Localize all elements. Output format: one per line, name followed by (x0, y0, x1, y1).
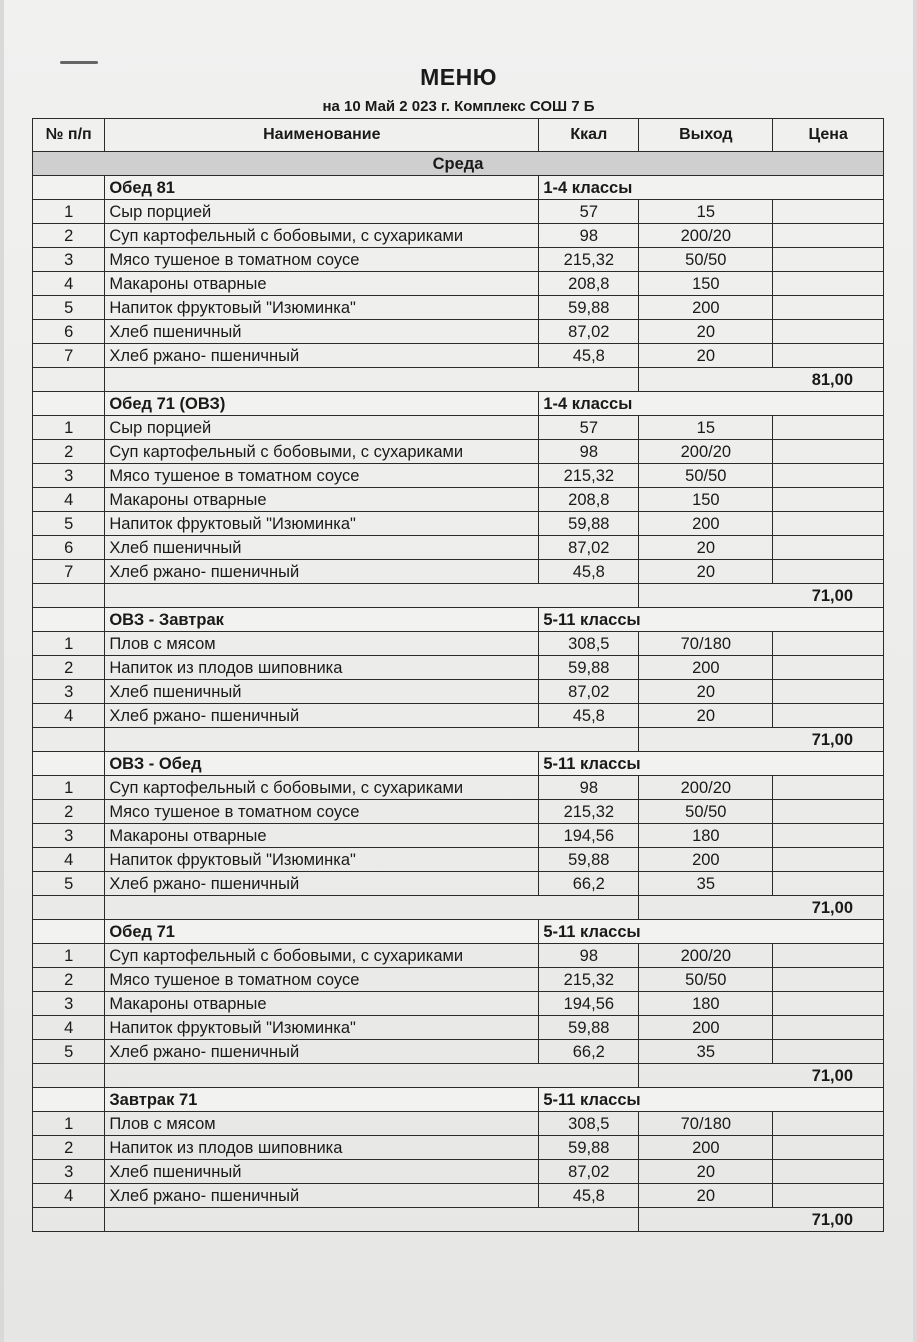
section-name: Обед 81 (105, 176, 539, 200)
item-name: Суп картофельный с бобовыми, с сухариками (105, 224, 539, 248)
item-price (773, 992, 884, 1016)
item-kcal: 194,56 (539, 824, 639, 848)
item-price (773, 488, 884, 512)
item-price (773, 848, 884, 872)
item-name: Мясо тушеное в томатном соусе (105, 968, 539, 992)
item-number: 1 (33, 632, 105, 656)
item-number: 4 (33, 704, 105, 728)
section-price-cell (773, 176, 884, 200)
table-row (33, 488, 884, 512)
item-price (773, 464, 884, 488)
item-name: Плов с мясом (105, 632, 539, 656)
item-price (773, 872, 884, 896)
section-total-row (33, 896, 884, 920)
item-yield: 20 (639, 560, 773, 584)
item-name: Суп картофельный с бобовыми, с сухариками (105, 944, 539, 968)
item-price (773, 512, 884, 536)
item-name: Напиток фруктовый "Изюминка" (105, 848, 539, 872)
item-yield: 20 (639, 1184, 773, 1208)
item-number: 3 (33, 248, 105, 272)
table-row (33, 704, 884, 728)
section-price-cell (773, 1088, 884, 1112)
item-yield: 200/20 (639, 224, 773, 248)
item-name: Напиток фруктовый "Изюминка" (105, 512, 539, 536)
item-name: Хлеб ржано- пшеничный (105, 704, 539, 728)
item-price (773, 296, 884, 320)
section-classes: 5-11 классы (539, 1088, 773, 1112)
item-price (773, 704, 884, 728)
item-number: 5 (33, 512, 105, 536)
item-price (773, 320, 884, 344)
item-number: 1 (33, 776, 105, 800)
item-name: Макароны отварные (105, 992, 539, 1016)
section-total-price: 71,00 (639, 1064, 884, 1088)
section-total-row (33, 1064, 884, 1088)
table-row (33, 1136, 884, 1160)
item-yield: 200 (639, 296, 773, 320)
table-row (33, 536, 884, 560)
item-kcal: 98 (539, 224, 639, 248)
table-row (33, 824, 884, 848)
item-name: Хлеб пшеничный (105, 320, 539, 344)
item-kcal: 57 (539, 200, 639, 224)
item-number: 3 (33, 680, 105, 704)
item-kcal: 66,2 (539, 872, 639, 896)
section-classes: 1-4 классы (539, 392, 773, 416)
table-row (33, 296, 884, 320)
item-kcal: 87,02 (539, 320, 639, 344)
item-name: Напиток фруктовый "Изюминка" (105, 296, 539, 320)
item-price (773, 1136, 884, 1160)
section-total-row (33, 728, 884, 752)
item-kcal: 194,56 (539, 992, 639, 1016)
section-price-cell (773, 920, 884, 944)
item-number: 3 (33, 464, 105, 488)
item-yield: 200/20 (639, 776, 773, 800)
item-number: 1 (33, 944, 105, 968)
item-name: Хлеб ржано- пшеничный (105, 872, 539, 896)
item-kcal: 215,32 (539, 968, 639, 992)
item-price (773, 1184, 884, 1208)
day-label: Среда (33, 152, 884, 176)
item-kcal: 59,88 (539, 296, 639, 320)
item-price (773, 1112, 884, 1136)
item-name: Напиток из плодов шиповника (105, 1136, 539, 1160)
section-name: ОВЗ - Завтрак (105, 608, 539, 632)
table-header-row (33, 119, 884, 152)
table-row (33, 560, 884, 584)
item-price (773, 1040, 884, 1064)
item-kcal: 208,8 (539, 488, 639, 512)
item-name: Суп картофельный с бобовыми, с сухариками (105, 776, 539, 800)
item-price (773, 1160, 884, 1184)
item-number: 4 (33, 1016, 105, 1040)
item-name: Хлеб ржано- пшеничный (105, 1184, 539, 1208)
item-number: 2 (33, 440, 105, 464)
table-row (33, 344, 884, 368)
item-kcal: 215,32 (539, 800, 639, 824)
table-row (33, 992, 884, 1016)
table-row (33, 1160, 884, 1184)
item-kcal: 87,02 (539, 680, 639, 704)
item-price (773, 776, 884, 800)
item-kcal: 215,32 (539, 464, 639, 488)
item-number: 3 (33, 992, 105, 1016)
item-price (773, 968, 884, 992)
item-number: 5 (33, 296, 105, 320)
table-row (33, 464, 884, 488)
table-row (33, 656, 884, 680)
column-header-price: Цена (773, 119, 884, 152)
item-yield: 50/50 (639, 464, 773, 488)
total-number-cell (33, 728, 105, 752)
item-name: Хлеб пшеничный (105, 536, 539, 560)
item-name: Хлеб пшеничный (105, 1160, 539, 1184)
item-name: Хлеб ржано- пшеничный (105, 560, 539, 584)
item-price (773, 680, 884, 704)
item-name: Хлеб ржано- пшеничный (105, 1040, 539, 1064)
item-name: Хлеб пшеничный (105, 680, 539, 704)
item-yield: 200/20 (639, 944, 773, 968)
item-price (773, 272, 884, 296)
menu-table-body (33, 152, 884, 1232)
item-yield: 70/180 (639, 1112, 773, 1136)
item-name: Мясо тушеное в томатном соусе (105, 464, 539, 488)
menu-sheet (4, 0, 913, 1342)
section-classes: 5-11 классы (539, 608, 773, 632)
item-name: Сыр порцией (105, 200, 539, 224)
section-total-price: 81,00 (639, 368, 884, 392)
section-name: Завтрак 71 (105, 1088, 539, 1112)
item-kcal: 59,88 (539, 848, 639, 872)
item-number: 3 (33, 824, 105, 848)
item-yield: 180 (639, 992, 773, 1016)
item-name: Макароны отварные (105, 488, 539, 512)
total-number-cell (33, 584, 105, 608)
section-price-cell (773, 392, 884, 416)
item-yield: 20 (639, 1160, 773, 1184)
table-row (33, 320, 884, 344)
section-number-cell (33, 752, 105, 776)
item-kcal: 98 (539, 440, 639, 464)
table-row (33, 1184, 884, 1208)
section-header-row (33, 176, 884, 200)
column-header-number: № п/п (33, 119, 105, 152)
page-title: МЕНЮ (420, 64, 497, 90)
item-price (773, 536, 884, 560)
table-row (33, 1112, 884, 1136)
total-blank-cell (105, 1208, 639, 1232)
section-total-price: 71,00 (639, 1208, 884, 1232)
item-kcal: 59,88 (539, 656, 639, 680)
table-row (33, 1040, 884, 1064)
table-row (33, 200, 884, 224)
section-total-row (33, 584, 884, 608)
item-yield: 200/20 (639, 440, 773, 464)
item-price (773, 944, 884, 968)
table-row (33, 848, 884, 872)
section-header-row (33, 1088, 884, 1112)
item-name: Напиток фруктовый "Изюминка" (105, 1016, 539, 1040)
item-kcal: 66,2 (539, 1040, 639, 1064)
item-price (773, 224, 884, 248)
section-header-row (33, 392, 884, 416)
item-kcal: 87,02 (539, 536, 639, 560)
item-name: Сыр порцией (105, 416, 539, 440)
total-blank-cell (105, 1064, 639, 1088)
item-yield: 200 (639, 1136, 773, 1160)
item-number: 7 (33, 560, 105, 584)
table-row (33, 632, 884, 656)
table-row (33, 440, 884, 464)
total-number-cell (33, 1064, 105, 1088)
item-number: 5 (33, 872, 105, 896)
item-number: 2 (33, 224, 105, 248)
item-number: 2 (33, 800, 105, 824)
item-price (773, 560, 884, 584)
section-total-row (33, 1208, 884, 1232)
item-name: Макароны отварные (105, 824, 539, 848)
item-yield: 200 (639, 512, 773, 536)
table-row (33, 1016, 884, 1040)
item-price (773, 1016, 884, 1040)
item-price (773, 416, 884, 440)
table-row (33, 776, 884, 800)
item-price (773, 632, 884, 656)
item-number: 2 (33, 656, 105, 680)
item-name: Напиток из плодов шиповника (105, 656, 539, 680)
page-subtitle: на 10 Май 2 023 г. Комплекс СОШ 7 Б (322, 98, 595, 115)
item-yield: 150 (639, 272, 773, 296)
item-yield: 35 (639, 872, 773, 896)
table-row (33, 944, 884, 968)
item-yield: 70/180 (639, 632, 773, 656)
item-price (773, 248, 884, 272)
item-price (773, 824, 884, 848)
section-name: ОВЗ - Обед (105, 752, 539, 776)
item-yield: 50/50 (639, 968, 773, 992)
item-yield: 150 (639, 488, 773, 512)
table-row (33, 224, 884, 248)
item-yield: 35 (639, 1040, 773, 1064)
section-header-row (33, 752, 884, 776)
item-kcal: 59,88 (539, 1016, 639, 1040)
item-name: Хлеб ржано- пшеничный (105, 344, 539, 368)
section-classes: 1-4 классы (539, 176, 773, 200)
item-kcal: 98 (539, 776, 639, 800)
item-number: 7 (33, 344, 105, 368)
item-yield: 15 (639, 200, 773, 224)
item-kcal: 87,02 (539, 1160, 639, 1184)
section-classes: 5-11 классы (539, 752, 773, 776)
item-kcal: 208,8 (539, 272, 639, 296)
item-yield: 20 (639, 680, 773, 704)
item-kcal: 57 (539, 416, 639, 440)
item-number: 6 (33, 320, 105, 344)
table-row (33, 272, 884, 296)
item-yield: 15 (639, 416, 773, 440)
item-price (773, 656, 884, 680)
section-number-cell (33, 1088, 105, 1112)
section-header-row (33, 920, 884, 944)
item-name: Плов с мясом (105, 1112, 539, 1136)
total-number-cell (33, 368, 105, 392)
section-number-cell (33, 920, 105, 944)
item-yield: 20 (639, 320, 773, 344)
item-number: 6 (33, 536, 105, 560)
item-kcal: 308,5 (539, 632, 639, 656)
item-yield: 200 (639, 848, 773, 872)
item-kcal: 59,88 (539, 512, 639, 536)
table-row (33, 512, 884, 536)
item-kcal: 308,5 (539, 1112, 639, 1136)
item-kcal: 45,8 (539, 344, 639, 368)
item-kcal: 45,8 (539, 1184, 639, 1208)
item-yield: 200 (639, 1016, 773, 1040)
total-blank-cell (105, 896, 639, 920)
table-row (33, 680, 884, 704)
item-yield: 180 (639, 824, 773, 848)
section-classes: 5-11 классы (539, 920, 773, 944)
total-number-cell (33, 896, 105, 920)
total-blank-cell (105, 584, 639, 608)
section-number-cell (33, 392, 105, 416)
item-number: 2 (33, 968, 105, 992)
item-kcal: 215,32 (539, 248, 639, 272)
table-row (33, 248, 884, 272)
menu-table (32, 118, 884, 1232)
table-row (33, 800, 884, 824)
column-header-kcal: Ккал (539, 119, 639, 152)
item-number: 4 (33, 272, 105, 296)
table-row (33, 416, 884, 440)
item-kcal: 59,88 (539, 1136, 639, 1160)
section-total-price: 71,00 (639, 896, 884, 920)
column-header-yield: Выход (639, 119, 773, 152)
item-price (773, 800, 884, 824)
item-name: Макароны отварные (105, 272, 539, 296)
section-number-cell (33, 608, 105, 632)
item-name: Мясо тушеное в томатном соусе (105, 800, 539, 824)
item-number: 4 (33, 1184, 105, 1208)
section-price-cell (773, 608, 884, 632)
item-number: 2 (33, 1136, 105, 1160)
item-number: 1 (33, 1112, 105, 1136)
total-blank-cell (105, 728, 639, 752)
item-yield: 20 (639, 344, 773, 368)
item-yield: 20 (639, 536, 773, 560)
item-number: 4 (33, 488, 105, 512)
item-yield: 200 (639, 656, 773, 680)
item-number: 1 (33, 416, 105, 440)
item-yield: 50/50 (639, 248, 773, 272)
item-number: 3 (33, 1160, 105, 1184)
item-kcal: 98 (539, 944, 639, 968)
section-total-price: 71,00 (639, 728, 884, 752)
section-number-cell (33, 176, 105, 200)
table-row (33, 872, 884, 896)
item-price (773, 344, 884, 368)
day-row (33, 152, 884, 176)
section-name: Обед 71 (ОВЗ) (105, 392, 539, 416)
item-number: 5 (33, 1040, 105, 1064)
item-yield: 20 (639, 704, 773, 728)
section-total-price: 71,00 (639, 584, 884, 608)
section-total-row (33, 368, 884, 392)
section-header-row (33, 608, 884, 632)
item-yield: 50/50 (639, 800, 773, 824)
item-price (773, 440, 884, 464)
total-blank-cell (105, 368, 639, 392)
item-kcal: 45,8 (539, 704, 639, 728)
section-name: Обед 71 (105, 920, 539, 944)
section-price-cell (773, 752, 884, 776)
item-price (773, 200, 884, 224)
total-number-cell (33, 1208, 105, 1232)
item-name: Суп картофельный с бобовыми, с сухариками (105, 440, 539, 464)
column-header-name: Наименование (105, 119, 539, 152)
table-row (33, 968, 884, 992)
item-number: 4 (33, 848, 105, 872)
item-number: 1 (33, 200, 105, 224)
item-kcal: 45,8 (539, 560, 639, 584)
item-name: Мясо тушеное в томатном соусе (105, 248, 539, 272)
